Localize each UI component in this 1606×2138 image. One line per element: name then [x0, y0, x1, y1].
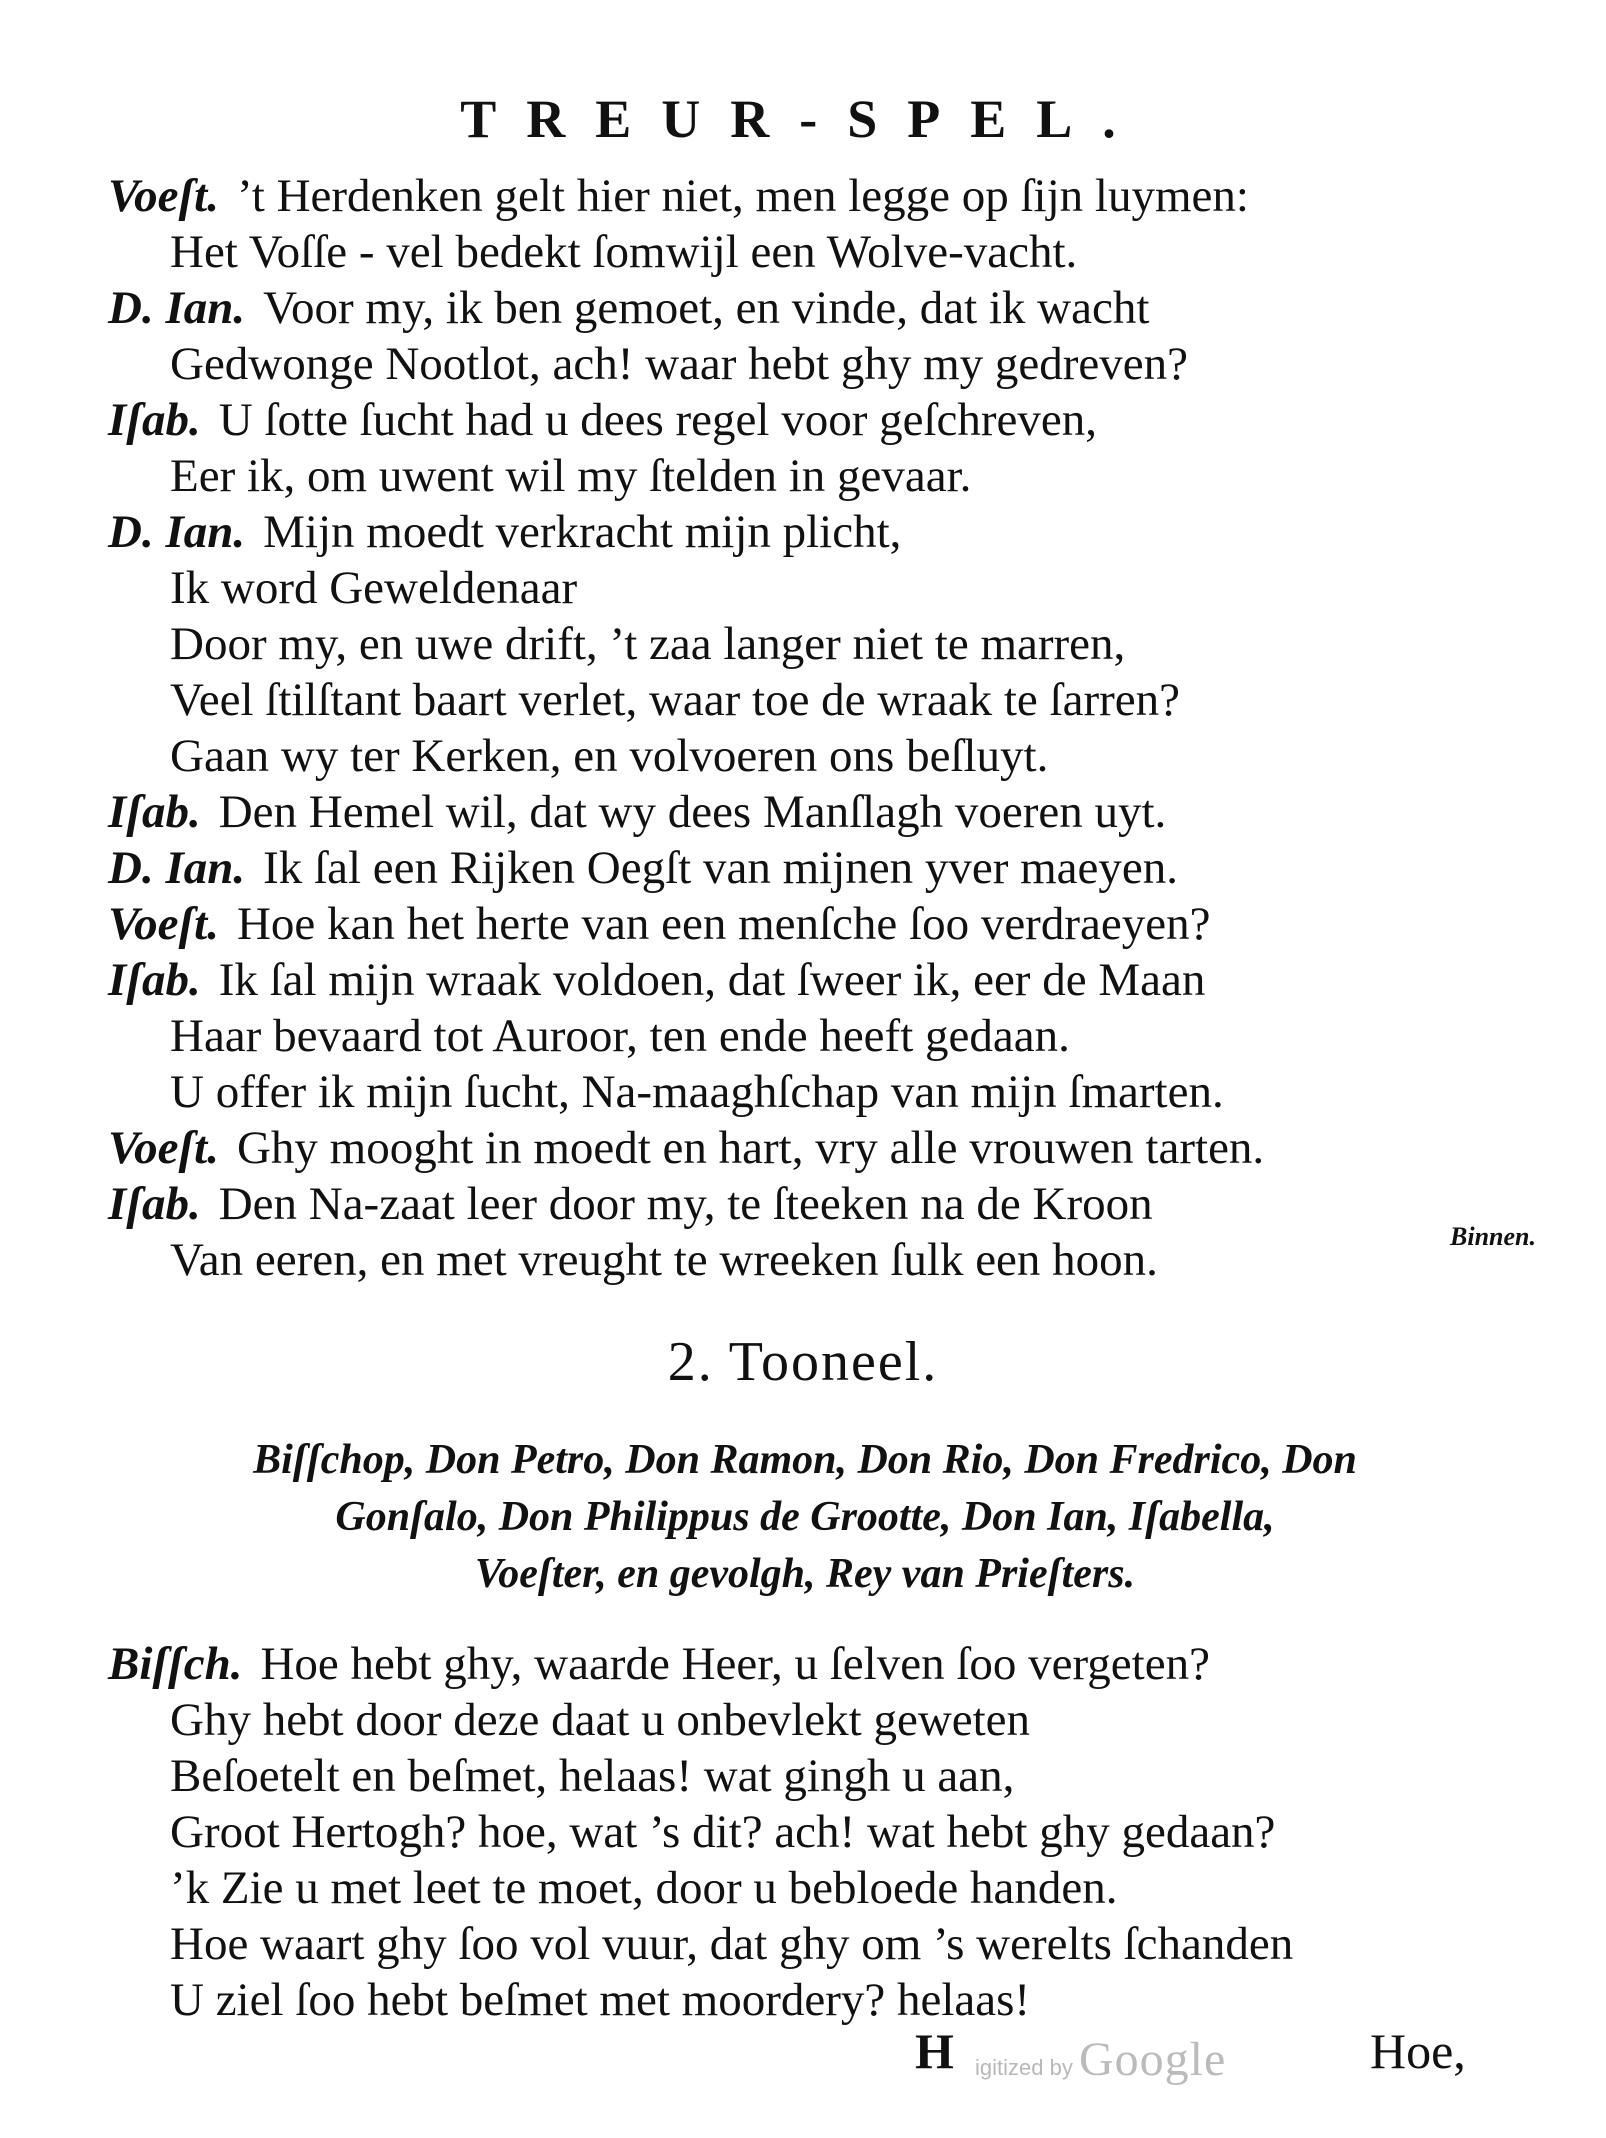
cast-line: Biſſchop, Don Petro, Don Ramon, Don Rio, Don Fredrico, Don [253, 1437, 1357, 1483]
scene-heading: 2. Tooneel. [667, 1331, 939, 1393]
verse-line [108, 504, 1528, 560]
verse-line [108, 448, 1528, 504]
verse-text: Door my, en uwe drift, ’t zaa langer niet te marren, [170, 618, 1126, 670]
verse-text: Den Na-zaat leer door my, te ſteeken na de Kroon [218, 1178, 1153, 1230]
verse-line [108, 1748, 1528, 1804]
verse-text: Gaan wy ter Kerken, en volvoeren ons beſluyt. [170, 730, 1049, 782]
verse-line [108, 1804, 1528, 1860]
verse-text: Het Voſſe - vel bedekt ſomwijl een Wolve-vacht. [170, 226, 1078, 278]
dialogue-section-1 [108, 168, 1528, 1288]
verse-text: Ik word Geweldenaar [170, 562, 578, 614]
verse-text: Ghy hebt door deze daat u onbevlekt geweten [170, 1694, 1031, 1746]
verse-text: Voor my, ik ben gemoet, en vinde, dat ik wacht [263, 282, 1150, 334]
verse-line [108, 1120, 1528, 1176]
running-head: TREUR-SPEL. [460, 89, 1146, 149]
verse-text: Beſoetelt en beſmet, helaas! wat gingh u aan, [170, 1750, 1015, 1802]
speaker-label: Iſab. [108, 394, 201, 446]
speaker-label: Voeſt. [108, 898, 219, 950]
verse-text: Van eeren, en met vreught te wreeken ſulk een hoon. [170, 1234, 1158, 1286]
verse-line [108, 1008, 1528, 1064]
verse-line [108, 560, 1528, 616]
verse-line [108, 616, 1528, 672]
verse-text: Mijn moedt verkracht mijn plicht, [263, 506, 902, 558]
verse-text: Gedwonge Nootlot, ach! waar hebt ghy my gedreven? [170, 338, 1188, 390]
verse-text: ’t Herdenken gelt hier niet, men legge op ſijn luymen: [236, 170, 1249, 222]
signature-mark: H [915, 2023, 954, 2079]
verse-text: Den Hemel wil, dat wy dees Manſlagh voeren uyt. [218, 786, 1167, 838]
verse-line [108, 1860, 1528, 1916]
verse-line [108, 840, 1528, 896]
verse-line [108, 336, 1528, 392]
page-footer [0, 2022, 1606, 2092]
speaker-label: Iſab. [108, 786, 201, 838]
speaker-label: D. Ian. [108, 842, 246, 894]
verse-text: Veel ſtilſtant baart verlet, waar toe de wraak te ſarren? [170, 674, 1180, 726]
speaker-label: Voeſt. [108, 170, 219, 222]
watermark-prefix: igitized by [975, 2055, 1073, 2080]
verse-line [108, 168, 1528, 224]
speaker-label: Iſab. [108, 1178, 201, 1230]
cast-line: Gonſalo, Don Philippus de Grootte, Don Ian, Iſabella, [335, 1494, 1275, 1540]
verse-text: U ziel ſoo hebt beſmet met moordery? helaas! [170, 1974, 1031, 2026]
speaker-label: Biſſch. [108, 1638, 243, 1690]
verse-text: Hoe waart ghy ſoo vol vuur, dat ghy om ’s werelts ſchanden [170, 1918, 1294, 1970]
verse-line [108, 952, 1528, 1008]
verse-line [108, 224, 1528, 280]
watermark [975, 2032, 1226, 2087]
verse-line [108, 1916, 1528, 1972]
speaker-label: D. Ian. [108, 506, 246, 558]
speaker-label: D. Ian. [108, 282, 246, 334]
verse-text: Ik ſal mijn wraak voldoen, dat ſweer ik, eer de Maan [218, 954, 1206, 1006]
verse-text: U offer ik mijn ſucht, Na-maaghſchap van mijn ſmarten. [170, 1066, 1224, 1118]
verse-line [108, 784, 1528, 840]
verse-text: Eer ik, om uwent wil my ſtelden in gevaar. [170, 450, 972, 502]
verse-text: Groot Hertogh? hoe, wat ’s dit? ach! wat hebt ghy gedaan? [170, 1806, 1276, 1858]
watermark-brand: Google [1078, 2033, 1227, 2086]
stage-direction: Binnen. [1450, 1222, 1536, 1251]
verse-text: Hoe kan het herte van een menſche ſoo verdraeyen? [236, 898, 1211, 950]
catchword: Hoe, [1370, 2023, 1466, 2079]
verse-line [108, 728, 1528, 784]
verse-text: Ghy mooght in moedt en hart, vry alle vrouwen tarten. [236, 1122, 1265, 1174]
speaker-label: Iſab. [108, 954, 201, 1006]
verse-line [108, 1636, 1528, 1692]
speaker-label: Voeſt. [108, 1122, 219, 1174]
verse-line [108, 672, 1528, 728]
dialogue-section-2 [108, 1636, 1528, 2028]
cast-line: Voeſter, en gevolgh, Rey van Prieſters. [474, 1551, 1136, 1597]
verse-text: Ik ſal een Rijken Oegſt van mijnen yver maeyen. [263, 842, 1179, 894]
verse-line [108, 1232, 1528, 1288]
verse-line [108, 392, 1528, 448]
verse-line [108, 1972, 1528, 2028]
verse-line [108, 280, 1528, 336]
verse-text: U ſotte ſucht had u dees regel voor geſchreven, [218, 394, 1098, 446]
verse-text: Hoe hebt ghy, waarde Heer, u ſelven ſoo vergeten? [260, 1638, 1210, 1690]
verse-text: ’k Zie u met leet te moet, door u bebloede handen. [170, 1862, 1118, 1914]
verse-line [108, 896, 1528, 952]
verse-line [108, 1064, 1528, 1120]
cast-list [140, 1432, 1470, 1603]
verse-text: Haar bevaard tot Auroor, ten ende heeft gedaan. [170, 1010, 1070, 1062]
verse-line [108, 1176, 1528, 1232]
verse-line [108, 1692, 1528, 1748]
